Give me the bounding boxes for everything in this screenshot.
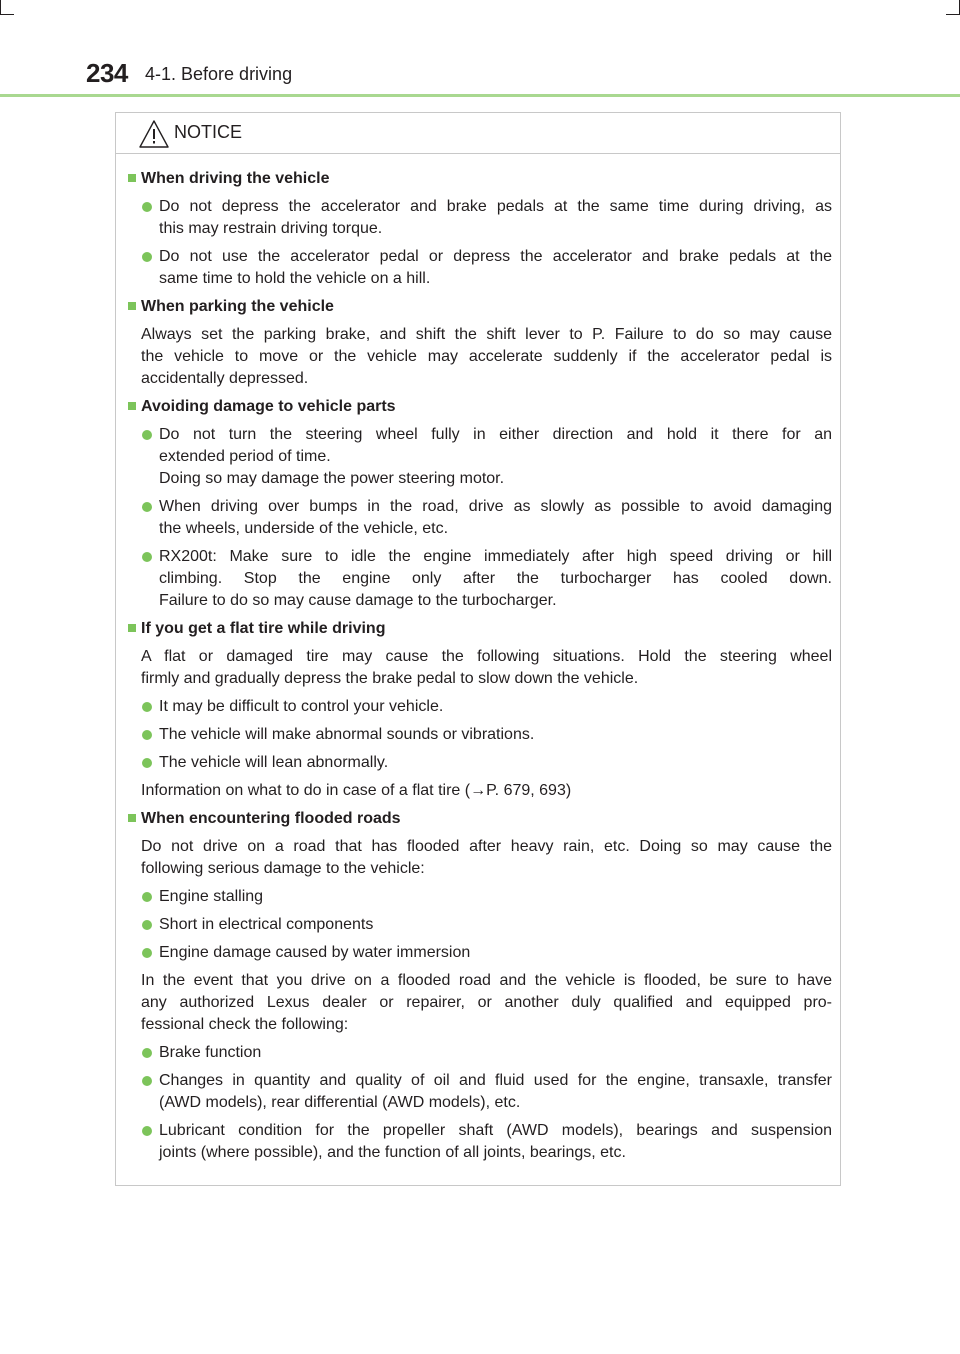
notice-title: NOTICE [174, 122, 243, 142]
text-line: It may be difficult to control your vehicle. [159, 698, 444, 715]
text-line: following serious damage to the vehicle: [141, 860, 425, 877]
circle-bullet-icon [142, 202, 152, 212]
text-line: Changes in quantity and quality of oil and fluid used for the engine, transaxle, transfer [159, 1072, 832, 1089]
section-heading-text: When parking the vehicle [141, 298, 334, 315]
text-line: (AWD models), rear differential (AWD models), etc. [159, 1094, 521, 1111]
text-line: Short in electrical components [159, 916, 374, 933]
text-line: Do not use the accelerator pedal or depress the accelerator and brake pedals at the [159, 248, 832, 265]
bullet-item [126, 886, 832, 908]
text-line: the vehicle to move or the vehicle may accelerate suddenly if the accelerator pedal is [141, 348, 832, 365]
section-heading [126, 618, 832, 640]
bullet-item [126, 696, 832, 718]
paragraph [141, 836, 832, 880]
circle-bullet-icon [142, 730, 152, 740]
bullet-item [126, 246, 832, 290]
circle-bullet-icon [142, 1126, 152, 1136]
section-title: 4-1. Before driving [145, 64, 293, 84]
text-line: Doing so may damage the power steering motor. [159, 470, 505, 487]
paragraph [141, 780, 832, 802]
bullet-item [126, 496, 832, 540]
crop-mark [0, 0, 1, 14]
text-line: fessional check the following: [141, 1016, 349, 1033]
section-heading [126, 296, 832, 318]
text-line: Engine damage caused by water immersion [159, 944, 471, 961]
page-number: 234 [86, 58, 128, 88]
circle-bullet-icon [142, 758, 152, 768]
bullet-item [126, 914, 832, 936]
text-line: extended period of time. [159, 448, 331, 465]
circle-bullet-icon [142, 948, 152, 958]
warning-icon [138, 119, 170, 149]
paragraph [141, 324, 832, 390]
bullet-item [126, 752, 832, 774]
circle-bullet-icon [142, 1048, 152, 1058]
text-line: In the event that you drive on a flooded road and the vehicle is flooded, be sure to have [141, 972, 832, 989]
bullet-item [126, 1042, 832, 1064]
text-line: Lubricant condition for the propeller shaft (AWD models), bearings and suspension [159, 1122, 832, 1139]
circle-bullet-icon [142, 502, 152, 512]
circle-bullet-icon [142, 892, 152, 902]
text-line: RX200t: Make sure to idle the engine immediately after high speed driving or hill [159, 548, 832, 565]
section-heading-text: When encountering flooded roads [141, 810, 401, 827]
notice-body [116, 154, 840, 1164]
paragraph [141, 970, 832, 1036]
square-bullet-icon [128, 174, 136, 182]
text-line: this may restrain driving torque. [159, 220, 383, 237]
page-header [0, 52, 960, 96]
text-line: any authorized Lexus dealer or repairer, or another duly qualified and equipped pro- [141, 994, 832, 1011]
text-line: Do not drive on a road that has flooded after heavy rain, etc. Doing so may cause the [141, 838, 832, 855]
text-line: The vehicle will lean abnormally. [159, 754, 389, 771]
bullet-item [126, 196, 832, 240]
bullet-item [126, 1120, 832, 1164]
text-line: firmly and gradually depress the brake pedal to slow down the vehicle. [141, 670, 639, 687]
text-line: Brake function [159, 1044, 262, 1061]
square-bullet-icon [128, 402, 136, 410]
text-line: climbing. Stop the engine only after the turbocharger has cooled down. [159, 570, 832, 587]
circle-bullet-icon [142, 430, 152, 440]
section-heading [126, 808, 832, 830]
crop-mark [946, 14, 960, 15]
section-heading-text: If you get a flat tire while driving [141, 620, 386, 637]
text-line: The vehicle will make abnormal sounds or vibrations. [159, 726, 535, 743]
text-line: the wheels, underside of the vehicle, etc. [159, 520, 449, 537]
section-heading-text: When driving the vehicle [141, 170, 330, 187]
bullet-item [126, 724, 832, 746]
paragraph [141, 646, 832, 690]
circle-bullet-icon [142, 702, 152, 712]
text-line: A flat or damaged tire may cause the following situations. Hold the steering wheel [141, 648, 832, 665]
circle-bullet-icon [142, 252, 152, 262]
text-line: Engine stalling [159, 888, 264, 905]
text-line: accidentally depressed. [141, 370, 309, 387]
section-heading [126, 168, 832, 190]
square-bullet-icon [128, 302, 136, 310]
square-bullet-icon [128, 624, 136, 632]
notice-box [115, 112, 841, 1186]
text-line: Do not depress the accelerator and brake pedals at the same time during driving, as [159, 198, 832, 215]
section-heading [126, 396, 832, 418]
square-bullet-icon [128, 814, 136, 822]
text-line: same time to hold the vehicle on a hill. [159, 270, 431, 287]
bullet-item [126, 1070, 832, 1114]
bullet-item [126, 942, 832, 964]
circle-bullet-icon [142, 552, 152, 562]
text-line: Always set the parking brake, and shift the shift lever to P. Failure to do so may cause [141, 326, 832, 343]
section-heading-text: Avoiding damage to vehicle parts [141, 398, 396, 415]
text-line: Do not turn the steering wheel fully in either direction and hold it there for an [159, 426, 832, 443]
text-line: joints (where possible), and the function of all joints, bearings, etc. [159, 1144, 626, 1161]
bullet-item [126, 424, 832, 490]
circle-bullet-icon [142, 920, 152, 930]
notice-header [116, 113, 840, 154]
bullet-item [126, 546, 832, 612]
text-line: When driving over bumps in the road, drive as slowly as possible to avoid damaging [159, 498, 832, 515]
text-line: Information on what to do in case of a flat tire (→P. 679, 693) [141, 782, 572, 799]
crop-mark [0, 14, 14, 15]
header-rule [0, 94, 960, 97]
text-line: Failure to do so may cause damage to the turbocharger. [159, 592, 557, 609]
circle-bullet-icon [142, 1076, 152, 1086]
